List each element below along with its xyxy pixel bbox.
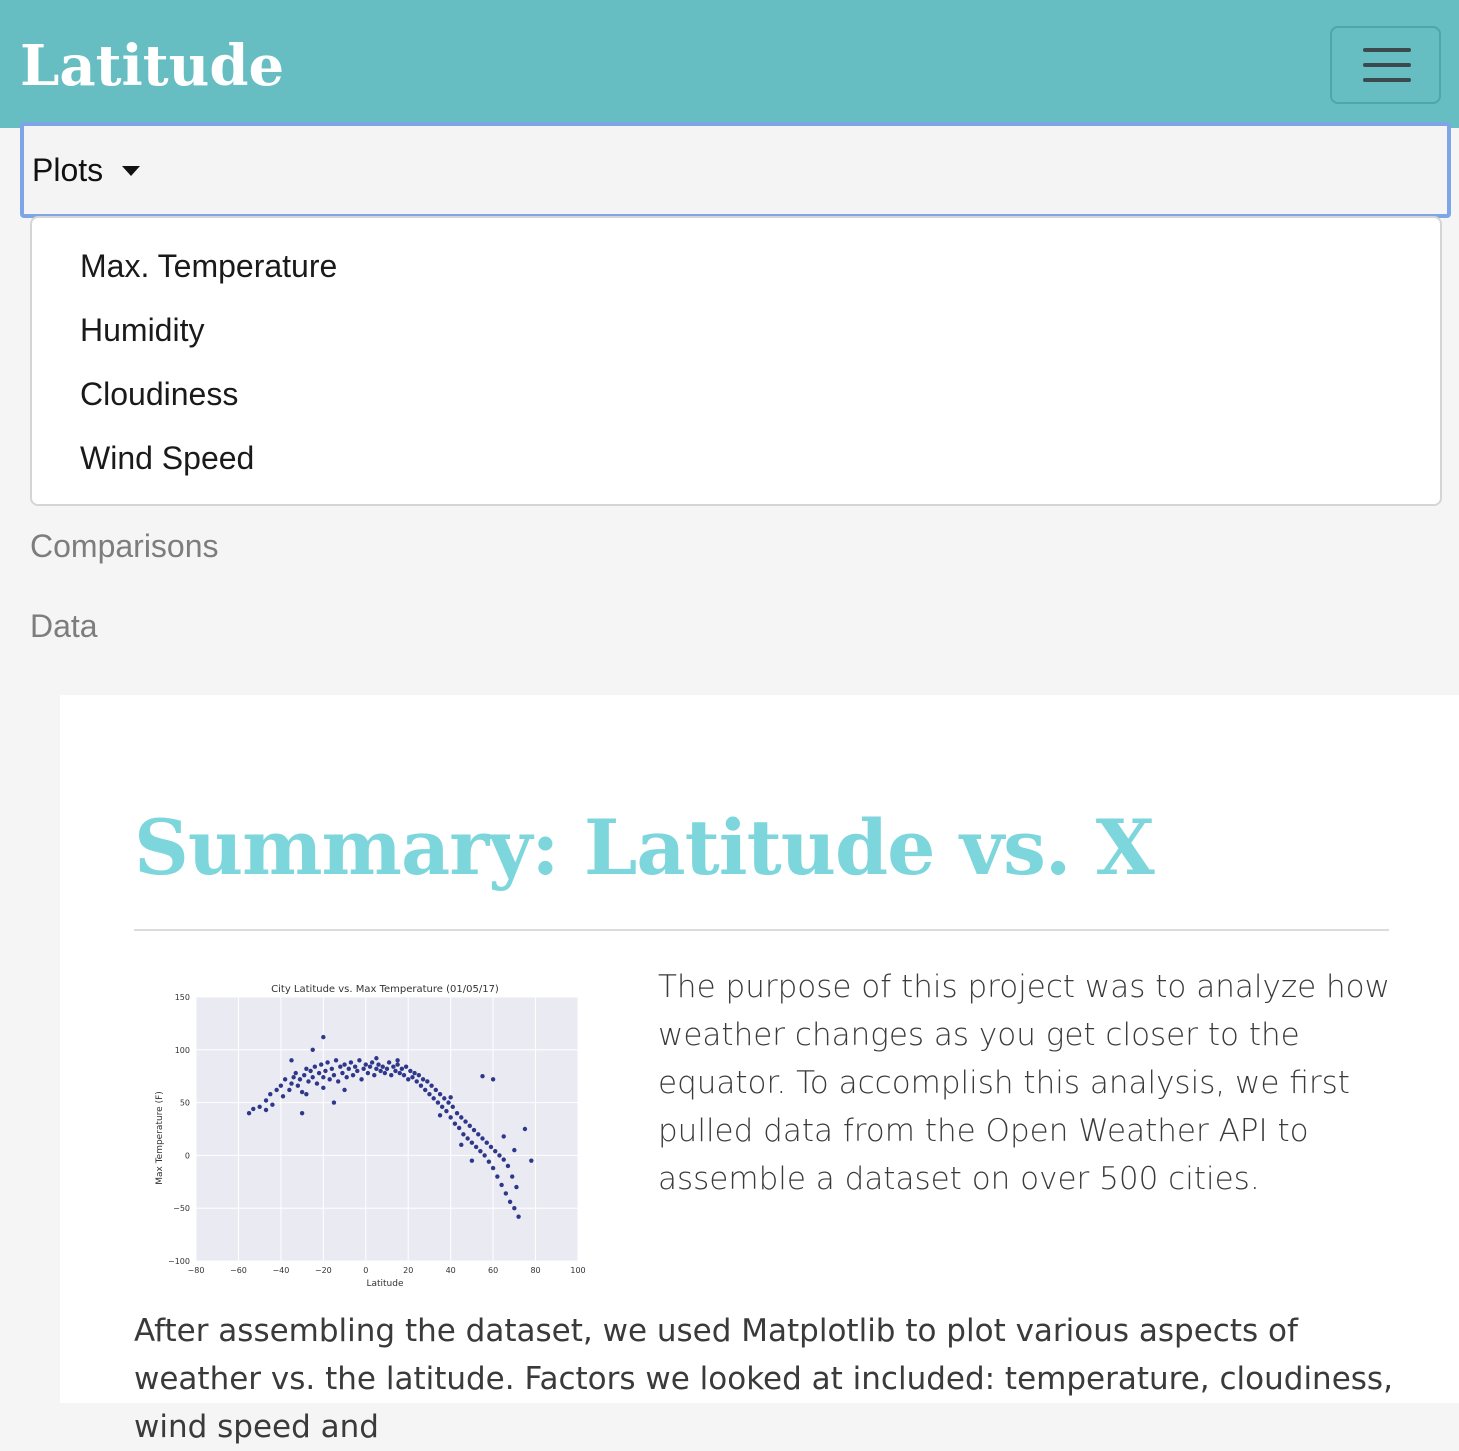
divider bbox=[134, 929, 1389, 931]
data-point bbox=[400, 1067, 404, 1071]
data-point bbox=[298, 1077, 302, 1081]
data-point bbox=[516, 1214, 520, 1218]
x-tick-label: −20 bbox=[314, 1266, 332, 1275]
data-point bbox=[523, 1127, 527, 1131]
data-point bbox=[472, 1128, 476, 1132]
data-point bbox=[289, 1081, 293, 1085]
data-point bbox=[434, 1088, 438, 1092]
data-point bbox=[459, 1115, 463, 1119]
data-point bbox=[429, 1084, 433, 1088]
x-tick-label: −60 bbox=[229, 1266, 247, 1275]
data-point bbox=[474, 1145, 478, 1149]
data-point bbox=[436, 1100, 440, 1104]
data-point bbox=[357, 1058, 361, 1062]
data-point bbox=[372, 1073, 376, 1077]
x-tick-label: 60 bbox=[488, 1266, 499, 1275]
data-point bbox=[499, 1183, 503, 1187]
data-point bbox=[461, 1132, 465, 1136]
dropdown-item-max-temperature[interactable]: Max. Temperature bbox=[80, 248, 338, 284]
data-point bbox=[355, 1069, 359, 1073]
data-point bbox=[453, 1122, 457, 1126]
menu-toggle-button[interactable] bbox=[1330, 26, 1441, 104]
data-point bbox=[487, 1160, 491, 1164]
data-point bbox=[480, 1074, 484, 1078]
data-point bbox=[323, 1069, 327, 1073]
data-point bbox=[406, 1077, 410, 1081]
data-point bbox=[374, 1056, 378, 1060]
dropdown-item-wind-speed[interactable]: Wind Speed bbox=[80, 440, 255, 476]
chart-title: City Latitude vs. Max Temperature (01/05/17) bbox=[271, 984, 499, 995]
data-point bbox=[415, 1079, 419, 1083]
data-point bbox=[308, 1069, 312, 1073]
data-point bbox=[512, 1148, 516, 1152]
data-point bbox=[296, 1084, 300, 1088]
dropdown-item-cloudiness[interactable]: Cloudiness bbox=[80, 376, 239, 412]
data-point bbox=[529, 1158, 533, 1162]
data-point bbox=[330, 1067, 334, 1071]
data-point bbox=[446, 1100, 450, 1104]
data-point bbox=[482, 1153, 486, 1157]
hamburger-icon bbox=[1363, 48, 1411, 52]
data-point bbox=[395, 1062, 399, 1066]
x-tick-label: 20 bbox=[403, 1266, 414, 1275]
data-point bbox=[478, 1149, 482, 1153]
data-point bbox=[311, 1075, 315, 1079]
data-point bbox=[408, 1069, 412, 1073]
data-point bbox=[279, 1084, 283, 1088]
plots-label: Plots bbox=[32, 152, 104, 188]
y-tick-label: 100 bbox=[174, 1045, 190, 1055]
data-point bbox=[470, 1141, 474, 1145]
data-point bbox=[302, 1073, 306, 1077]
navbar bbox=[0, 0, 1459, 128]
data-point bbox=[459, 1143, 463, 1147]
page-title: Summary: Latitude vs. X bbox=[134, 803, 1154, 892]
data-point bbox=[417, 1073, 421, 1077]
data-point bbox=[270, 1103, 274, 1107]
data-point bbox=[376, 1062, 380, 1066]
data-point bbox=[311, 1048, 315, 1052]
data-point bbox=[385, 1067, 389, 1071]
data-point bbox=[425, 1079, 429, 1083]
data-point bbox=[336, 1079, 340, 1083]
data-point bbox=[438, 1092, 442, 1096]
data-point bbox=[321, 1075, 325, 1079]
y-tick-label: 0 bbox=[184, 1151, 190, 1161]
data-point bbox=[410, 1075, 414, 1079]
data-point bbox=[470, 1158, 474, 1162]
data-point bbox=[364, 1062, 368, 1066]
data-point bbox=[283, 1077, 287, 1081]
plots-dropdown-toggle[interactable] bbox=[20, 122, 1451, 218]
dropdown-item-humidity[interactable]: Humidity bbox=[80, 312, 205, 348]
caret-down-icon bbox=[122, 166, 140, 176]
plots-dropdown-menu bbox=[30, 216, 1442, 506]
data-point bbox=[404, 1064, 408, 1068]
data-point bbox=[361, 1067, 365, 1071]
data-point bbox=[491, 1166, 495, 1170]
data-point bbox=[313, 1064, 317, 1068]
data-point bbox=[368, 1064, 372, 1068]
data-point bbox=[444, 1109, 448, 1113]
data-point bbox=[268, 1092, 272, 1096]
data-point bbox=[289, 1058, 293, 1062]
data-point bbox=[438, 1113, 442, 1117]
scatter-plot-svg bbox=[148, 975, 598, 1295]
data-point bbox=[391, 1064, 395, 1068]
data-point bbox=[300, 1090, 304, 1094]
data-point bbox=[489, 1145, 493, 1149]
data-point bbox=[493, 1149, 497, 1153]
data-point bbox=[448, 1115, 452, 1119]
data-point bbox=[427, 1092, 431, 1096]
y-tick-label: 150 bbox=[174, 993, 190, 1002]
y-tick-label: 50 bbox=[179, 1098, 190, 1108]
data-point bbox=[423, 1088, 427, 1092]
data-point bbox=[366, 1071, 370, 1075]
data-point bbox=[457, 1126, 461, 1130]
x-tick-label: 0 bbox=[363, 1266, 369, 1275]
data-point bbox=[349, 1060, 353, 1064]
data-point bbox=[342, 1088, 346, 1092]
data-point bbox=[359, 1077, 363, 1081]
nav-link-data[interactable]: Data bbox=[30, 608, 98, 644]
data-point bbox=[480, 1136, 484, 1140]
data-point bbox=[485, 1141, 489, 1145]
data-point bbox=[465, 1136, 469, 1140]
data-point bbox=[264, 1108, 268, 1112]
data-point bbox=[317, 1071, 321, 1075]
y-axis-label: Max Temperature (F) bbox=[155, 1091, 165, 1185]
data-point bbox=[419, 1084, 423, 1088]
data-point bbox=[463, 1119, 467, 1123]
data-point bbox=[334, 1058, 338, 1062]
data-point bbox=[502, 1134, 506, 1138]
data-point bbox=[502, 1157, 506, 1161]
data-point bbox=[389, 1073, 393, 1077]
data-point bbox=[395, 1058, 399, 1062]
hamburger-icon-bar-2 bbox=[1363, 63, 1411, 67]
data-point bbox=[300, 1111, 304, 1115]
data-point bbox=[442, 1096, 446, 1100]
data-point bbox=[325, 1060, 329, 1064]
x-tick-label: 100 bbox=[570, 1266, 586, 1275]
data-point bbox=[402, 1073, 406, 1077]
data-point bbox=[504, 1191, 508, 1195]
data-point bbox=[448, 1095, 452, 1099]
data-point bbox=[514, 1185, 518, 1189]
plot-background bbox=[196, 997, 578, 1261]
data-point bbox=[353, 1064, 357, 1068]
data-point bbox=[315, 1081, 319, 1085]
data-point bbox=[512, 1206, 516, 1210]
data-point bbox=[421, 1077, 425, 1081]
hamburger-icon-bar-3 bbox=[1363, 78, 1411, 82]
data-point bbox=[287, 1088, 291, 1092]
method-paragraph: After assembling the dataset, we used Matplotlib to plot various aspects of weather vs. the latitude. Factors we looked at included: temperature, cloudiness, wind speed and bbox=[134, 1313, 1393, 1445]
data-point bbox=[274, 1088, 278, 1092]
data-point bbox=[468, 1124, 472, 1128]
data-point bbox=[351, 1073, 355, 1077]
data-point bbox=[247, 1111, 251, 1115]
data-point bbox=[319, 1062, 323, 1066]
y-tick-label: −50 bbox=[173, 1204, 190, 1214]
data-point bbox=[508, 1200, 512, 1204]
data-point bbox=[451, 1105, 455, 1109]
data-point bbox=[370, 1060, 374, 1064]
data-point bbox=[332, 1073, 336, 1077]
data-point bbox=[510, 1174, 514, 1178]
data-point bbox=[383, 1071, 387, 1075]
data-point bbox=[440, 1105, 444, 1109]
data-point bbox=[332, 1100, 336, 1104]
data-point bbox=[495, 1174, 499, 1178]
data-point bbox=[431, 1096, 435, 1100]
data-point bbox=[378, 1069, 382, 1073]
data-point bbox=[340, 1071, 344, 1075]
data-point bbox=[328, 1077, 332, 1081]
data-point bbox=[321, 1035, 325, 1039]
data-point bbox=[321, 1086, 325, 1090]
brand-logo-text[interactable]: Latitude bbox=[20, 33, 285, 99]
nav-link-comparisons[interactable]: Comparisons bbox=[30, 528, 219, 564]
x-axis-label: Latitude bbox=[366, 1279, 404, 1289]
data-point bbox=[393, 1069, 397, 1073]
intro-paragraph: The purpose of this project was to analyze how weather changes as you get closer to the equator. To accomplish this analysis, we first pulled data from the Open Weather API to assemble a dataset on over 500 cities. bbox=[658, 969, 1390, 1197]
data-point bbox=[338, 1064, 342, 1068]
data-point bbox=[455, 1111, 459, 1115]
data-point bbox=[398, 1071, 402, 1075]
data-point bbox=[294, 1071, 298, 1075]
data-point bbox=[257, 1105, 261, 1109]
data-point bbox=[506, 1164, 510, 1168]
data-point bbox=[412, 1071, 416, 1075]
data-point bbox=[374, 1067, 378, 1071]
x-tick-label: −40 bbox=[272, 1266, 290, 1275]
max-temperature-chart[interactable] bbox=[148, 975, 598, 1295]
data-point bbox=[387, 1060, 391, 1064]
data-point bbox=[306, 1079, 310, 1083]
x-tick-label: 80 bbox=[530, 1266, 541, 1275]
data-point bbox=[304, 1092, 308, 1096]
data-point bbox=[342, 1062, 346, 1066]
data-point bbox=[251, 1107, 255, 1111]
data-point bbox=[491, 1077, 495, 1081]
data-point bbox=[381, 1064, 385, 1068]
summary-card bbox=[60, 695, 1459, 1445]
x-tick-label: 40 bbox=[445, 1266, 456, 1275]
data-point bbox=[344, 1075, 348, 1079]
data-point bbox=[476, 1132, 480, 1136]
data-point bbox=[281, 1094, 285, 1098]
data-point bbox=[264, 1098, 268, 1102]
data-point bbox=[347, 1067, 351, 1071]
data-point bbox=[304, 1067, 308, 1071]
y-tick-label: −100 bbox=[168, 1257, 190, 1266]
data-point bbox=[497, 1153, 501, 1157]
data-point bbox=[291, 1075, 295, 1079]
x-tick-label: −80 bbox=[187, 1266, 205, 1275]
